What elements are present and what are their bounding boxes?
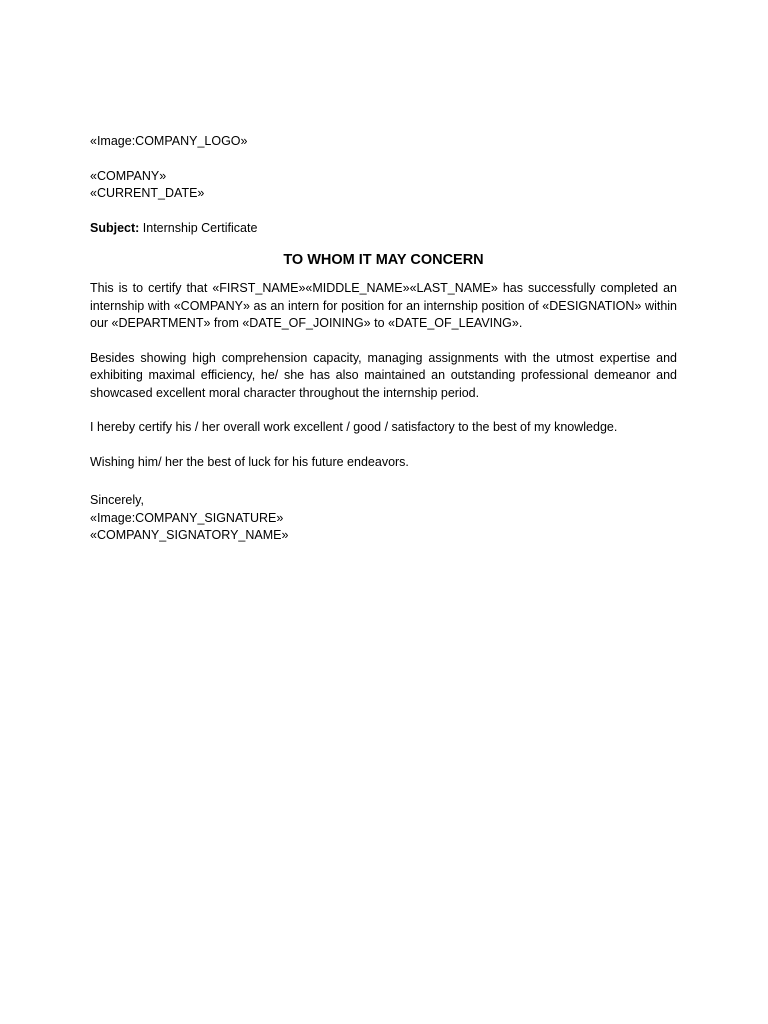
paragraph-wishes: Wishing him/ her the best of luck for his future endeavors.: [90, 454, 409, 469]
paragraph-rating: I hereby certify his / her overall work excellent / good / satisfactory to the best of my knowledge.: [90, 420, 618, 434]
company-logo-placeholder: «Image:COMPANY_LOGO»: [90, 134, 248, 148]
letter-body: [90, 133, 677, 545]
subject-line: [90, 220, 677, 238]
paragraph-certification: This is to certify that «FIRST_NAME»«MIDDLE_NAME»«LAST_NAME» has successfully completed an internship with «COMPANY» as an intern for position for an internship position of «DESIGNATION» within our «DEPARTMENT» from «DATE_OF_JOINING» to «DATE_OF_LEAVING».: [90, 281, 677, 330]
current-date: «CURRENT_DATE»: [90, 186, 205, 200]
signature-placeholder: «Image:COMPANY_SIGNATURE»: [90, 510, 284, 525]
subject-label: Subject:: [90, 220, 140, 235]
paragraph-performance: Besides showing high comprehension capacity, managing assignments with the utmost expertise and exhibiting maximal efficiency, he/ she has also maintained an outstanding professional demeanor and showcased excellent moral character throughout the internship period.: [90, 350, 677, 400]
letter-heading: TO WHOM IT MAY CONCERN: [283, 252, 484, 268]
signatory-name: «COMPANY_SIGNATORY_NAME»: [90, 528, 289, 542]
closing-salutation: Sincerely,: [90, 493, 144, 507]
company-name: «COMPANY»: [90, 168, 167, 183]
subject-text: Internship Certificate: [139, 220, 258, 235]
